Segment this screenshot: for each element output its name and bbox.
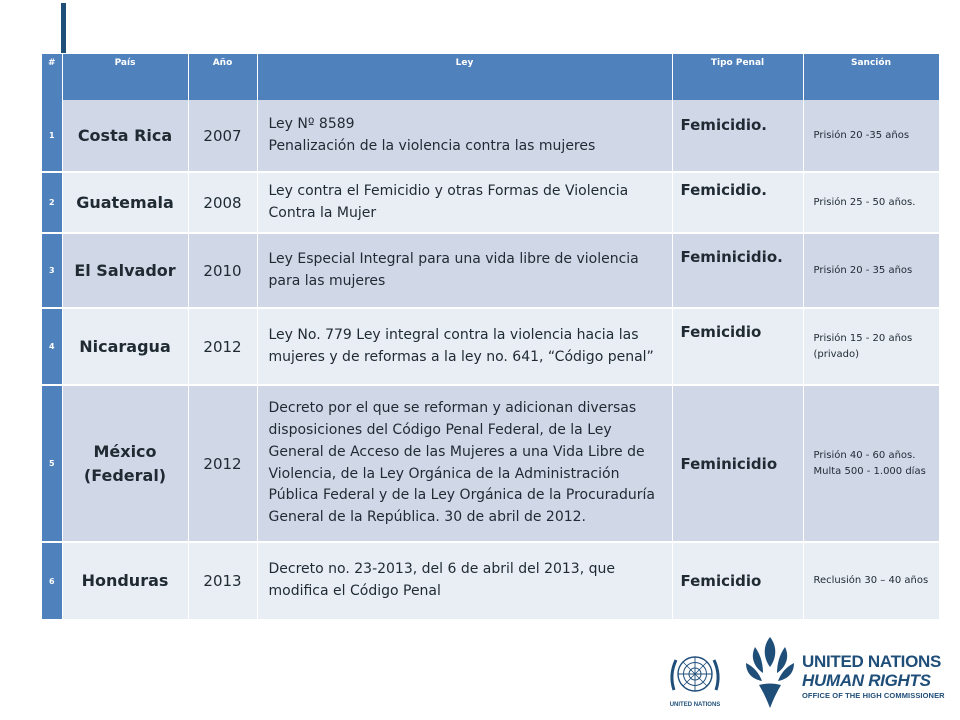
row-number: 3 [42, 233, 62, 308]
table-row [42, 308, 939, 385]
law-number: Ley Nº 8589 [268, 115, 355, 132]
country-cell: Nicaragua [62, 308, 188, 385]
country-cell: Honduras [62, 542, 188, 620]
ohchr-logo [742, 633, 945, 713]
un-logo [663, 648, 727, 710]
col-header-sancion: Sanción [803, 54, 939, 72]
law-cell: Decreto no. 23-2013, del 6 de abril del 2013, que modifica el Código Penal [257, 542, 672, 620]
table-row [42, 542, 939, 620]
row-number: 6 [42, 542, 62, 620]
title-accent-bar [61, 3, 66, 53]
crime-type-cell: Femicidio. [672, 100, 803, 172]
law-cell: Ley contra el Femicidio y otras Formas de Violencia Contra la Mujer [257, 172, 672, 233]
un-logo-text: UNITED NATIONS [669, 702, 721, 708]
table-row [42, 233, 939, 308]
row-number: 1 [42, 100, 62, 172]
law-cell [257, 100, 672, 172]
crime-type-cell: Femicidio [672, 542, 803, 620]
table-row [42, 100, 939, 172]
law-cell: Decreto por el que se reforman y adicionan diversas disposiciones del Código Penal Federal, de la Ley General de Acceso de las Mujeres a una Vida Libre de Violencia, de la Ley Orgánica de la Administración Pública Federal y de la Ley Orgánica de la Procuraduría General de la República. 30 de abril de 2012. [257, 385, 672, 542]
crime-type-cell: Femicidio [672, 308, 803, 385]
year-cell: 2007 [188, 100, 257, 172]
sanction-cell: Prisión 40 - 60 años. Multa 500 - 1.000 días [803, 385, 939, 542]
law-title: Penalización de la violencia contra las mujeres [268, 137, 596, 154]
row-number: 4 [42, 308, 62, 385]
row-number: 2 [42, 172, 62, 233]
ohchr-line-united-nations: UNITED NATIONS [802, 652, 942, 671]
row-number: 5 [42, 385, 62, 542]
col-header-anio: Año [188, 54, 257, 72]
year-cell: 2013 [188, 542, 257, 620]
col-header-num: # [42, 54, 62, 72]
col-header-ley: Ley [257, 54, 672, 72]
country-cell: El Salvador [62, 233, 188, 308]
col-header-pais: País [62, 54, 188, 72]
sanction-cell: Prisión 15 - 20 años (privado) [803, 308, 939, 385]
country-cell: Costa Rica [62, 100, 188, 172]
col-header-tipo: Tipo Penal [672, 54, 803, 72]
table-row [42, 385, 939, 542]
table-row [42, 172, 939, 233]
ohchr-line-office: OFFICE OF THE HIGH COMMISSIONER [802, 691, 945, 700]
sanction-cell: Prisión 20 - 35 años [803, 233, 939, 308]
sanction-cell: Prisión 25 - 50 años. [803, 172, 939, 233]
table-header-row [42, 54, 939, 72]
un-emblem-icon [666, 648, 724, 702]
law-cell: Ley No. 779 Ley integral contra la violencia hacia las mujeres y de reformas a la ley no. 641, “Código penal” [257, 308, 672, 385]
header-spacer-row [42, 72, 939, 100]
crime-type-cell: Feminicidio [672, 385, 803, 542]
crime-type-cell: Feminicidio. [672, 233, 803, 308]
sanction-cell: Prisión 20 -35 años [803, 100, 939, 172]
femicide-laws-table [42, 54, 940, 621]
ohchr-line-human-rights: HUMAN RIGHTS [802, 671, 931, 690]
year-cell: 2012 [188, 308, 257, 385]
human-rights-flame-icon [742, 633, 798, 713]
year-cell: 2010 [188, 233, 257, 308]
sanction-cell: Reclusión 30 – 40 años [803, 542, 939, 620]
country-cell: México (Federal) [62, 385, 188, 542]
year-cell: 2012 [188, 385, 257, 542]
law-cell: Ley Especial Integral para una vida libre de violencia para las mujeres [257, 233, 672, 308]
crime-type-cell: Femicidio. [672, 172, 803, 233]
year-cell: 2008 [188, 172, 257, 233]
country-cell: Guatemala [62, 172, 188, 233]
ohchr-logo-text [802, 653, 945, 702]
